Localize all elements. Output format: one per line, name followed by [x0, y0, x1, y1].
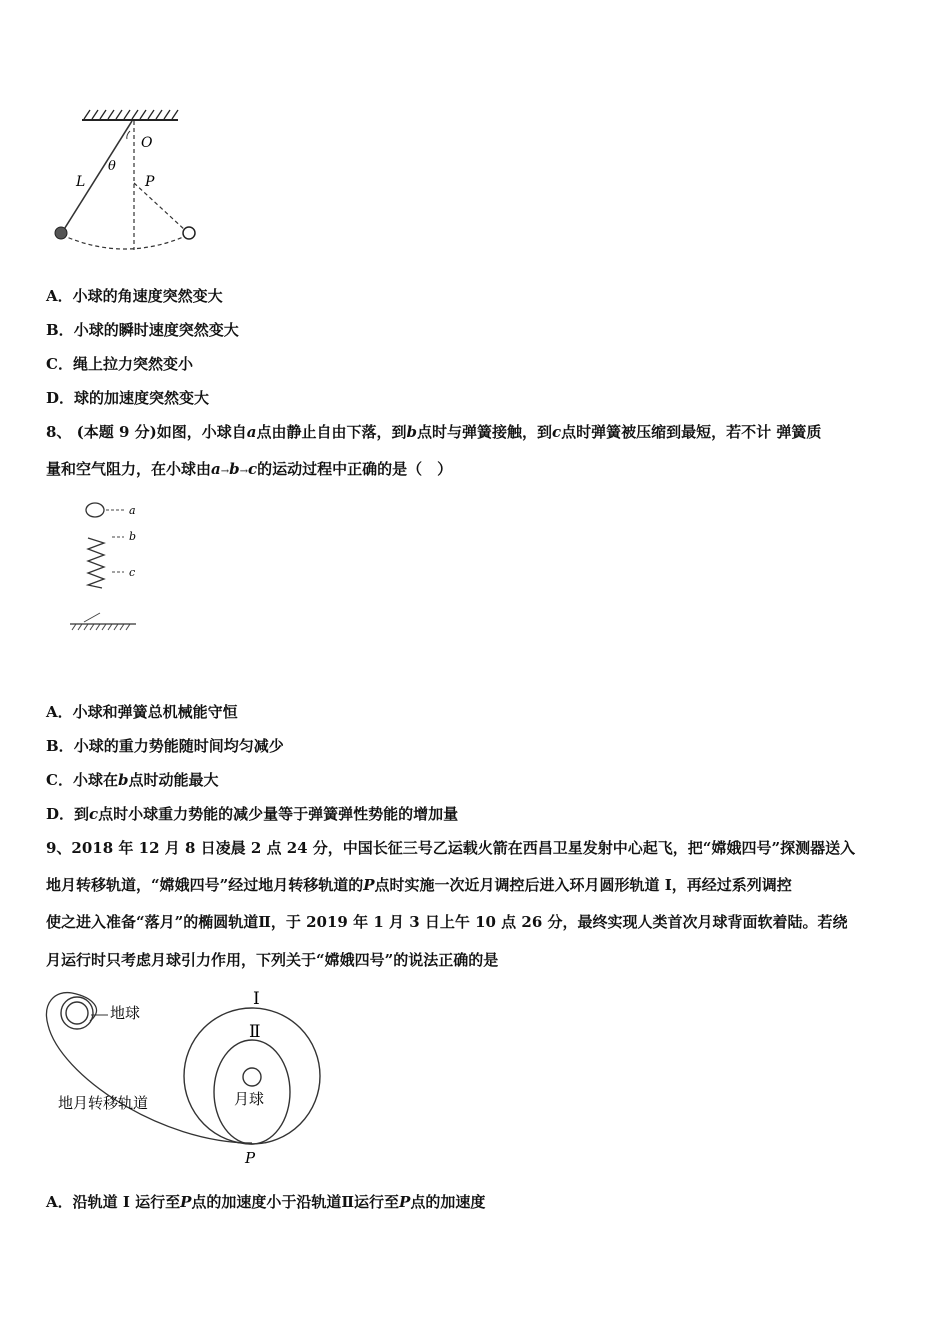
q9-option-a: A．沿轨道 I 运行至P点的加速度小于沿轨道Ⅱ运行至P点的加速度 — [46, 1193, 486, 1211]
q8-stem-line2: 量和空气阻力，在小球由a→b→c的运动过程中正确的是（ ） — [46, 460, 453, 478]
ball-right — [183, 227, 195, 239]
q9-stem-line2: 地月转移轨道，“嫦娥四号”经过地月转移轨道的P点时实施一次近月调控后进入环月圆形轨道 I，再经过系列调控 — [46, 876, 792, 894]
ball-left — [55, 227, 67, 239]
q8-option-a: A．小球和弹簧总机械能守恒 — [46, 703, 238, 721]
spring — [88, 538, 104, 588]
q7-option-c: C．绳上拉力突然变小 — [46, 355, 193, 373]
swing-arc — [62, 235, 188, 249]
q9-stem-line4: 月运行时只考虑月球引力作用，下列关于“嫦娥四号”的说法正确的是 — [46, 951, 499, 969]
q8-option-c: C．小球在b点时动能最大 — [46, 771, 219, 789]
q8-stem-line1: 8、 (本题 9 分)如图，小球自a点由静止自由下落，到b点时与弹簧接触，到c点时弹簧被压缩到最短，若不计 弹簧质 — [46, 423, 822, 441]
string-L — [63, 121, 132, 231]
label-theta: θ — [108, 159, 116, 174]
label-L: L — [76, 174, 86, 190]
label-c: c — [129, 566, 136, 579]
label-moon: 月球 — [234, 1090, 265, 1108]
earth-inner — [66, 1002, 88, 1024]
ball-a — [86, 503, 104, 517]
q7-option-d: D．球的加速度突然变大 — [46, 389, 210, 407]
label-orbit-I: I — [253, 989, 260, 1009]
label-O: O — [141, 135, 153, 151]
label-b: b — [129, 530, 137, 543]
orbit-figure — [40, 985, 340, 1170]
label-orbit-II: Ⅱ — [249, 1022, 261, 1042]
label-earth: 地球 — [110, 1004, 141, 1022]
q9-stem-line3: 使之进入准备“落月”的椭圆轨道Ⅱ，于 2019 年 1 月 3 日上午 10 点 26 分，最终实现人类首次月球背面软着陆。若绕 — [46, 913, 848, 931]
label-a: a — [129, 504, 136, 517]
label-P: P — [245, 1149, 256, 1167]
q7-option-b: B．小球的瞬时速度突然变大 — [46, 321, 239, 339]
label-transfer: 地月转移轨道 — [58, 1094, 149, 1112]
label-P: P — [145, 174, 155, 190]
q9-stem-line1: 9、2018 年 12 月 8 日凌晨 2 点 24 分，中国长征三号乙运载火箭在西昌卫星发射中心起飞，把“嫦娥四号”探测器送入 — [46, 839, 856, 857]
q8-option-d: D．到c点时小球重力势能的减少量等于弹簧弹性势能的增加量 — [46, 805, 459, 823]
moon — [243, 1068, 261, 1086]
pendulum-figure — [50, 105, 210, 255]
string-P — [134, 183, 186, 231]
ceiling-hatch — [84, 110, 178, 119]
spring-figure — [66, 496, 156, 636]
q8-option-b: B．小球的重力势能随时间均匀减少 — [46, 737, 284, 755]
q7-option-a: A．小球的角速度突然变大 — [46, 287, 223, 305]
